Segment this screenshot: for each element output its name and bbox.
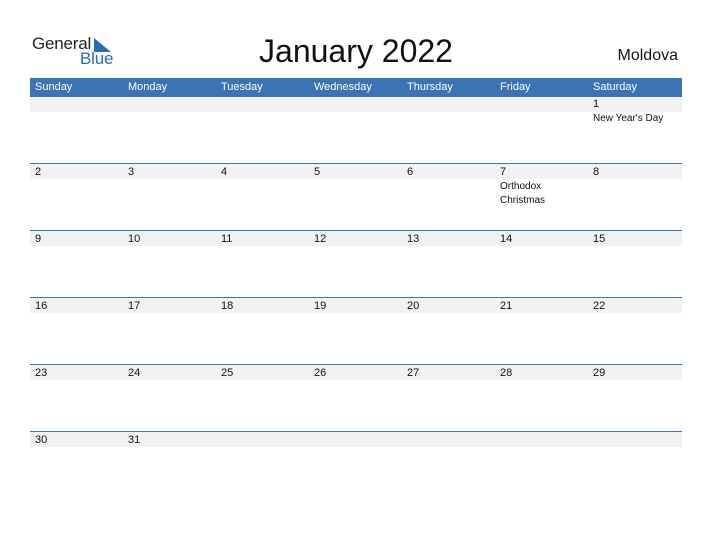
day-cell: [30, 297, 123, 364]
day-number: 18: [221, 300, 234, 312]
week-days: [30, 431, 682, 498]
day-number: 31: [128, 434, 141, 446]
calendar-title: January 2022: [259, 33, 453, 69]
weekday-header: Saturday: [593, 81, 638, 93]
day-cell: [588, 230, 681, 297]
day-cell: [309, 230, 402, 297]
day-cell: [588, 431, 681, 498]
day-cell: [309, 163, 402, 230]
day-number: 16: [35, 300, 48, 312]
day-cell: [495, 230, 588, 297]
day-cell: [495, 97, 588, 163]
day-cell: [123, 97, 216, 163]
day-cell: [402, 97, 495, 163]
day-number: 7: [500, 166, 507, 178]
holiday-label: Orthodox Christmas: [500, 181, 546, 206]
day-cell: [309, 97, 402, 163]
day-cell: [588, 97, 681, 163]
holiday-label: New Year's Day: [593, 113, 664, 124]
day-cell: [30, 163, 123, 230]
day-number: 9: [35, 233, 42, 245]
day-number: 12: [314, 233, 327, 245]
day-cell: [588, 364, 681, 431]
day-cell: [30, 364, 123, 431]
day-cell: [30, 230, 123, 297]
day-cell: [402, 431, 495, 498]
day-cell: [216, 431, 309, 498]
day-cell: [123, 230, 216, 297]
day-number: 22: [593, 300, 606, 312]
day-cell: [402, 297, 495, 364]
week-days: [30, 230, 682, 297]
day-cell: [216, 230, 309, 297]
logo-text-general: General: [32, 34, 92, 53]
day-cell: [30, 97, 123, 163]
day-number: 2: [35, 166, 42, 178]
week-days: [30, 297, 682, 364]
weekday-header: Sunday: [35, 81, 73, 93]
day-number: 6: [407, 166, 414, 178]
day-number: 14: [500, 233, 513, 245]
day-number: 15: [593, 233, 606, 245]
day-cell: [309, 431, 402, 498]
day-number: 3: [128, 166, 135, 178]
day-cell: [309, 364, 402, 431]
day-number: 29: [593, 367, 606, 379]
weekday-header: Friday: [500, 81, 531, 93]
day-cell: [30, 431, 123, 498]
day-number: 24: [128, 367, 141, 379]
day-cell: [495, 297, 588, 364]
day-number: 27: [407, 367, 420, 379]
weekday-header: Wednesday: [314, 81, 372, 93]
week-days: [30, 364, 682, 431]
day-number: 11: [221, 233, 233, 245]
day-number: 17: [128, 300, 141, 312]
day-cell: [588, 297, 681, 364]
day-number: 20: [407, 300, 420, 312]
week-days: [30, 97, 682, 163]
day-cell: [123, 163, 216, 230]
day-number: 28: [500, 367, 513, 379]
day-cell: [216, 297, 309, 364]
day-cell: [216, 97, 309, 163]
day-number: 21: [500, 300, 513, 312]
weekday-header: Monday: [128, 81, 168, 93]
day-cell: [402, 230, 495, 297]
day-cell: [495, 364, 588, 431]
weekday-header-row: [30, 78, 682, 97]
country-label: Moldova: [617, 47, 678, 64]
calendar-grid: [30, 78, 682, 498]
day-number: 5: [314, 166, 321, 178]
day-cell: [309, 297, 402, 364]
day-cell: [216, 364, 309, 431]
day-cell: [495, 163, 588, 230]
day-number: 10: [128, 233, 141, 245]
day-number: 26: [314, 367, 327, 379]
day-cell: [588, 163, 681, 230]
weekday-header: Tuesday: [221, 81, 263, 93]
week-row: [30, 163, 682, 230]
day-number: 8: [593, 166, 600, 178]
day-cell: [123, 297, 216, 364]
day-number: 1: [593, 98, 600, 110]
day-cell: [402, 364, 495, 431]
week-row: [30, 97, 682, 163]
week-row: [30, 364, 682, 431]
day-cell: [216, 163, 309, 230]
day-number: 25: [221, 367, 234, 379]
week-row: [30, 230, 682, 297]
weeks-container: [30, 97, 682, 498]
logo-text-blue: Blue: [80, 49, 114, 68]
day-number: 30: [35, 434, 48, 446]
week-days: [30, 163, 682, 230]
day-cell: [402, 163, 495, 230]
week-row: [30, 431, 682, 498]
day-cell: [495, 431, 588, 498]
day-cell: [123, 431, 216, 498]
day-number: 19: [314, 300, 327, 312]
day-number: 4: [221, 166, 228, 178]
day-number: 13: [407, 233, 420, 245]
weekday-header: Thursday: [407, 81, 453, 93]
day-cell: [123, 364, 216, 431]
day-number: 23: [35, 367, 48, 379]
week-row: [30, 297, 682, 364]
